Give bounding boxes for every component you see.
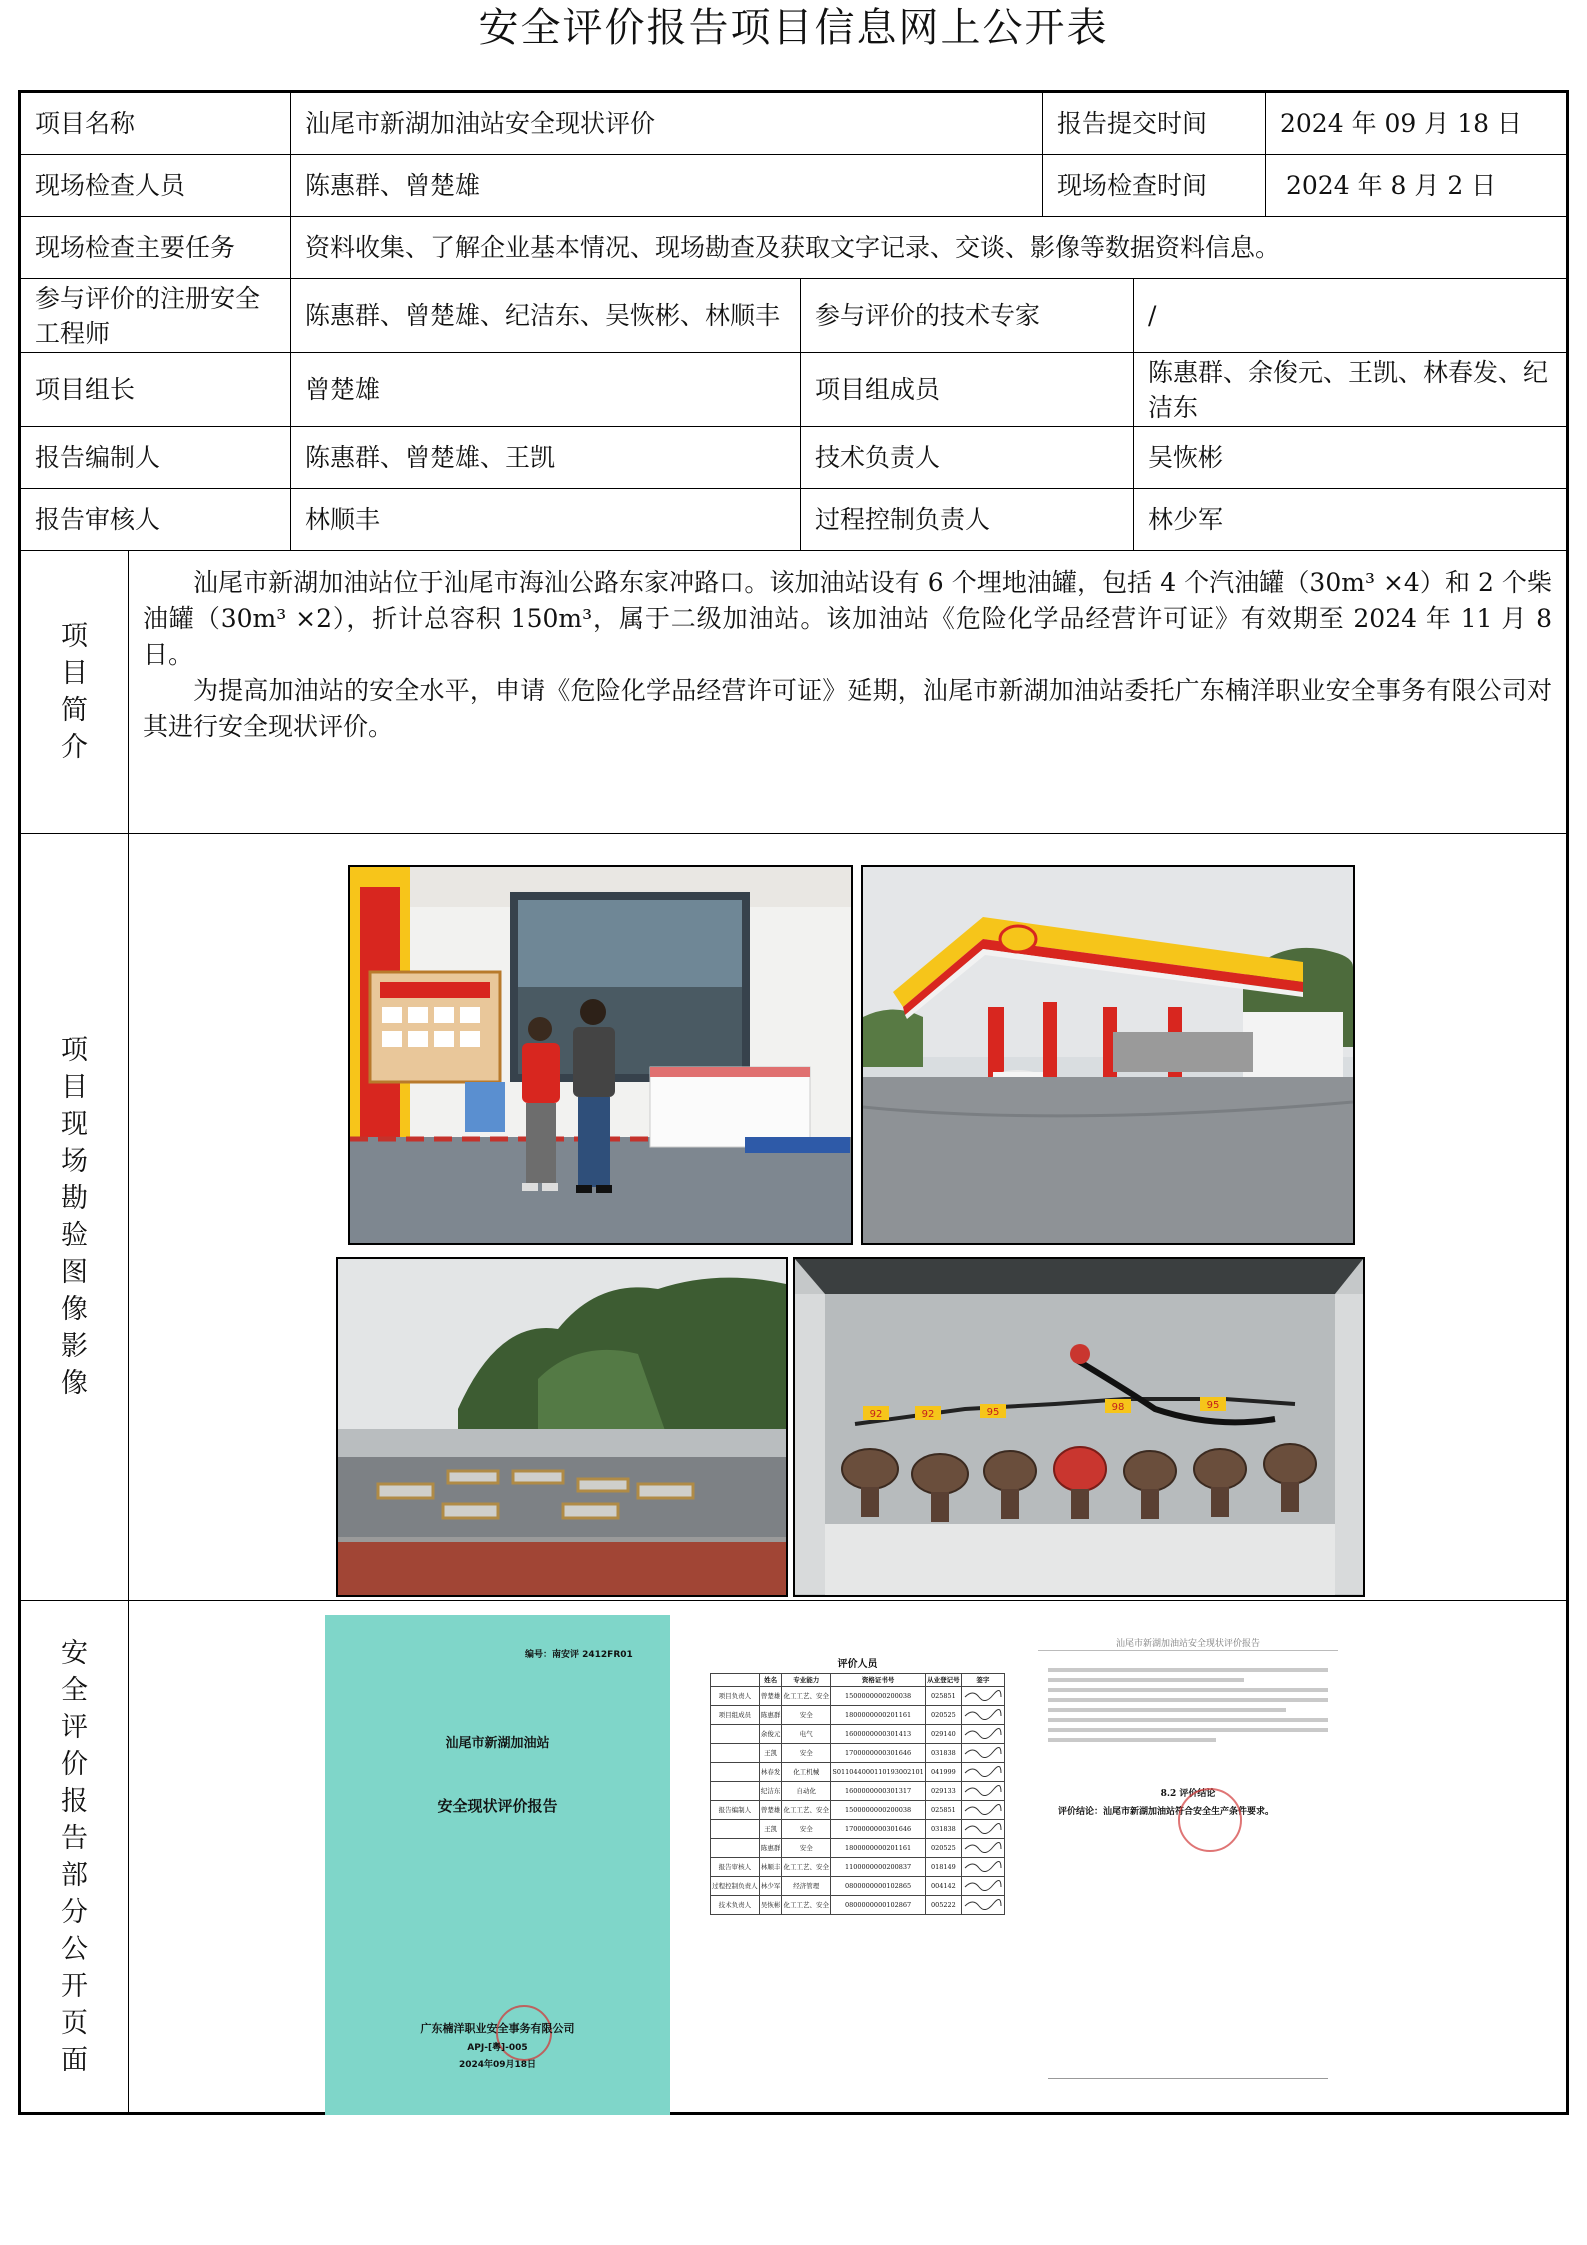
inspectors-label: 现场检查人员 xyxy=(21,155,291,217)
staff-row xyxy=(711,1782,1005,1801)
staff-cell: 025851 xyxy=(926,1687,962,1706)
cover-number: 编号：南安评 2412FR01 xyxy=(525,1650,633,1660)
staff-row xyxy=(711,1801,1005,1820)
signature-cell xyxy=(961,1763,1004,1782)
pump-label-1: 92 xyxy=(869,1409,883,1420)
staff-cell: 安全 xyxy=(782,1839,831,1858)
submit-time-value: 2024 年 09 月 18 日 xyxy=(1266,93,1566,155)
pump-label-3: 95 xyxy=(986,1407,1000,1418)
tech-lead-value: 吴恢彬 xyxy=(1134,427,1566,489)
staff-cell xyxy=(711,1820,760,1839)
staff-cell: 化工工艺、安全 xyxy=(782,1801,831,1820)
signature-scribble xyxy=(963,1784,1003,1796)
reviewer-label: 报告审核人 xyxy=(21,489,291,551)
staff-cell: 018149 xyxy=(926,1858,962,1877)
staff-cell: 余俊元 xyxy=(759,1725,782,1744)
staff-row xyxy=(711,1706,1005,1725)
engineers-label: 参与评价的注册安全工程师 xyxy=(21,279,291,353)
conclusion-stamp xyxy=(1178,1788,1242,1852)
signature-cell xyxy=(961,1687,1004,1706)
staff-cell: 化工工艺、安全 xyxy=(782,1896,831,1915)
conclusion-text: 评价结论：汕尾市新湖加油站符合安全生产条件要求。 xyxy=(1058,1807,1275,1817)
signature-scribble xyxy=(963,1708,1003,1720)
signature-cell xyxy=(961,1858,1004,1877)
conclusion-heading: 8.2 评价结论 xyxy=(1160,1789,1216,1799)
pages-label-text: 安全评价报告部分公开页面 xyxy=(61,1637,88,2076)
signature-scribble xyxy=(963,1746,1003,1758)
staff-row xyxy=(711,1896,1005,1915)
pump-label-2: 92 xyxy=(921,1409,935,1420)
staff-row xyxy=(711,1839,1005,1858)
staff-row xyxy=(711,1687,1005,1706)
signature-cell xyxy=(961,1725,1004,1744)
staff-cell: 025851 xyxy=(926,1801,962,1820)
staff-cell: 029133 xyxy=(926,1782,962,1801)
staff-cell: 报告编制人 xyxy=(711,1801,760,1820)
signature-scribble xyxy=(963,1860,1003,1872)
photos-label xyxy=(21,834,129,1601)
photos-label-text: 项目现场勘验图像影像 xyxy=(61,1035,88,1399)
cover-company: 汕尾市新湖加油站 xyxy=(445,1736,550,1751)
staff-cell: 031838 xyxy=(926,1820,962,1839)
signature-scribble xyxy=(963,1765,1003,1777)
staff-row xyxy=(711,1763,1005,1782)
staff-cell: 自动化 xyxy=(782,1782,831,1801)
staff-cell: S011044000110193002101 xyxy=(831,1763,926,1782)
staff-cell xyxy=(711,1744,760,1763)
staff-cell: 1600000000301317 xyxy=(831,1782,926,1801)
staff-cell xyxy=(711,1725,760,1744)
staff-cell: 王凯 xyxy=(759,1744,782,1763)
staff-cell: 林顺丰 xyxy=(759,1858,782,1877)
intro-label-text: 项目简介 xyxy=(61,621,88,763)
pump-label-4: 98 xyxy=(1111,1402,1125,1413)
staff-cell: 041999 xyxy=(926,1763,962,1782)
staff-cell: 0800000000102865 xyxy=(831,1877,926,1896)
tech-lead-label: 技术负责人 xyxy=(801,427,1134,489)
leader-value: 曾楚雄 xyxy=(291,353,801,427)
leader-label: 项目组长 xyxy=(21,353,291,427)
staff-table xyxy=(710,1673,1005,1915)
staff-cell: 纪洁东 xyxy=(759,1782,782,1801)
staff-cell: 曾楚雄 xyxy=(759,1687,782,1706)
staff-row xyxy=(711,1877,1005,1896)
conclusion-footer-rule xyxy=(1048,2078,1328,2079)
page-title: 安全评价报告项目信息网上公开表 xyxy=(478,5,1109,51)
intro-text xyxy=(129,551,1566,834)
staff-cell: 电气 xyxy=(782,1725,831,1744)
intro-label xyxy=(21,551,129,834)
staff-cell: 陈惠群 xyxy=(759,1839,782,1858)
signature-scribble xyxy=(963,1822,1003,1834)
members-label: 项目组成员 xyxy=(801,353,1134,427)
staff-cell: 王凯 xyxy=(759,1820,782,1839)
signature-cell xyxy=(961,1839,1004,1858)
staff-cell: 005222 xyxy=(926,1896,962,1915)
staff-cell: 0800000000102867 xyxy=(831,1896,926,1915)
staff-cell: 1700000000301646 xyxy=(831,1820,926,1839)
inspectors-value: 陈惠群、曾楚雄 xyxy=(291,155,1043,217)
cover-title: 安全现状评价报告 xyxy=(437,1797,558,1815)
staff-header-cell: 签字 xyxy=(961,1674,1004,1687)
cover-date: 2024年09月18日 xyxy=(458,2060,537,2070)
report-staff-page xyxy=(705,1655,1010,2065)
pages-label xyxy=(21,1601,129,2112)
signature-cell xyxy=(961,1706,1004,1725)
staff-cell: 1600000000301413 xyxy=(831,1725,926,1744)
signature-scribble xyxy=(963,1879,1003,1891)
signature-cell xyxy=(961,1877,1004,1896)
submit-time-label: 报告提交时间 xyxy=(1043,93,1266,155)
staff-cell: 吴恢彬 xyxy=(759,1896,782,1915)
staff-cell: 经济管理 xyxy=(782,1877,831,1896)
staff-cell: 化工工艺、安全 xyxy=(782,1858,831,1877)
report-cover-page xyxy=(325,1615,670,2115)
staff-cell: 004142 xyxy=(926,1877,962,1896)
staff-cell: 曾楚雄 xyxy=(759,1801,782,1820)
staff-cell: 技术负责人 xyxy=(711,1896,760,1915)
compiler-label: 报告编制人 xyxy=(21,427,291,489)
staff-header-cell: 专业能力 xyxy=(782,1674,831,1687)
signature-scribble xyxy=(963,1898,1003,1910)
staff-cell: 林少军 xyxy=(759,1877,782,1896)
staff-cell: 029140 xyxy=(926,1725,962,1744)
staff-cell: 1500000000200038 xyxy=(831,1801,926,1820)
signature-cell xyxy=(961,1782,1004,1801)
staff-cell: 安全 xyxy=(782,1706,831,1725)
project-name-value: 汕尾市新湖加油站安全现状评价 xyxy=(291,93,1043,155)
staff-cell: 020525 xyxy=(926,1706,962,1725)
staff-cell: 陈惠群 xyxy=(759,1706,782,1725)
signature-cell xyxy=(961,1820,1004,1839)
staff-cell: 1800000000201161 xyxy=(831,1706,926,1725)
staff-cell: 项目组成员 xyxy=(711,1706,760,1725)
process-lead-label: 过程控制负责人 xyxy=(801,489,1134,551)
conclusion-lines xyxy=(1048,1662,1328,1748)
members-value: 陈惠群、余俊元、王凯、林春发、纪洁东 xyxy=(1134,353,1566,427)
cover-code: APJ-[粤]-005 xyxy=(467,2043,528,2053)
signature-scribble xyxy=(963,1803,1003,1815)
process-lead-value: 林少军 xyxy=(1134,489,1566,551)
staff-row xyxy=(711,1820,1005,1839)
signature-cell xyxy=(961,1896,1004,1915)
staff-cell: 1800000000201161 xyxy=(831,1839,926,1858)
staff-header-cell: 从业登记号 xyxy=(926,1674,962,1687)
photo-staff-in-store xyxy=(348,865,853,1245)
staff-cell xyxy=(711,1839,760,1858)
staff-cell: 安全 xyxy=(782,1744,831,1763)
experts-value: / xyxy=(1134,279,1566,353)
cover-issuer: 广东楠洋职业安全事务有限公司 xyxy=(420,2022,575,2035)
project-name-label: 项目名称 xyxy=(21,93,291,155)
intro-paragraph-2: 为提高加油站的安全水平，申请《危险化学品经营许可证》延期，汕尾市新湖加油站委托广东楠洋职业安全事务有限公司对其进行安全现状评价。 xyxy=(143,676,1552,741)
staff-cell: 1100000000200837 xyxy=(831,1858,926,1877)
experts-label: 参与评价的技术专家 xyxy=(801,279,1134,353)
staff-header-cell: 资格证书号 xyxy=(831,1674,926,1687)
intro-paragraph-1: 汕尾市新湖加油站位于汕尾市海汕公路东家冲路口。该加油站设有 6 个埋地油罐，包括 4 个汽油罐（30m³ ×4）和 2 个柴油罐（30m³ ×2），折计总容积 150m³，属于二级加油站。该加油站《危险化学品经营许可证》有效期至 2024 年 11 月 8 日。 xyxy=(143,568,1552,669)
report-conclusion-page xyxy=(1038,1638,1338,2093)
staff-cell: 林春发 xyxy=(759,1763,782,1782)
staff-row xyxy=(711,1858,1005,1877)
photo-pipe-valves xyxy=(793,1257,1365,1597)
photo-station-canopy xyxy=(861,865,1355,1245)
staff-cell: 过程控制负责人 xyxy=(711,1877,760,1896)
staff-header-cell: 姓名 xyxy=(759,1674,782,1687)
signature-cell xyxy=(961,1744,1004,1763)
conclusion-header: 汕尾市新湖加油站安全现状评价报告 xyxy=(1038,1638,1338,1651)
inspect-time-value: 2024 年 8 月 2 日 xyxy=(1266,155,1566,217)
signature-scribble xyxy=(963,1689,1003,1701)
signature-cell xyxy=(961,1801,1004,1820)
staff-title: 评价人员 xyxy=(837,1659,878,1670)
main-task-label: 现场检查主要任务 xyxy=(21,217,291,279)
staff-row xyxy=(711,1744,1005,1763)
staff-cell: 1500000000200038 xyxy=(831,1687,926,1706)
pump-label-5: 95 xyxy=(1206,1400,1220,1411)
photo-tank-area xyxy=(336,1257,788,1597)
staff-cell: 安全 xyxy=(782,1820,831,1839)
staff-cell: 报告审核人 xyxy=(711,1858,760,1877)
staff-cell xyxy=(711,1763,760,1782)
staff-cell: 020525 xyxy=(926,1839,962,1858)
compiler-value: 陈惠群、曾楚雄、王凯 xyxy=(291,427,801,489)
staff-cell: 031838 xyxy=(926,1744,962,1763)
staff-cell: 化工机械 xyxy=(782,1763,831,1782)
main-task-value: 资料收集、了解企业基本情况、现场勘查及获取文字记录、交谈、影像等数据资料信息。 xyxy=(291,217,1566,279)
signature-scribble xyxy=(963,1841,1003,1853)
staff-header-cell xyxy=(711,1674,760,1687)
staff-cell xyxy=(711,1782,760,1801)
reviewer-value: 林顺丰 xyxy=(291,489,801,551)
signature-scribble xyxy=(963,1727,1003,1739)
staff-row xyxy=(711,1725,1005,1744)
engineers-value: 陈惠群、曾楚雄、纪洁东、吴恢彬、林顺丰 xyxy=(291,279,801,353)
staff-cell: 1700000000301646 xyxy=(831,1744,926,1763)
inspect-time-label: 现场检查时间 xyxy=(1043,155,1266,217)
staff-cell: 项目负责人 xyxy=(711,1687,760,1706)
staff-cell: 化工工艺、安全 xyxy=(782,1687,831,1706)
